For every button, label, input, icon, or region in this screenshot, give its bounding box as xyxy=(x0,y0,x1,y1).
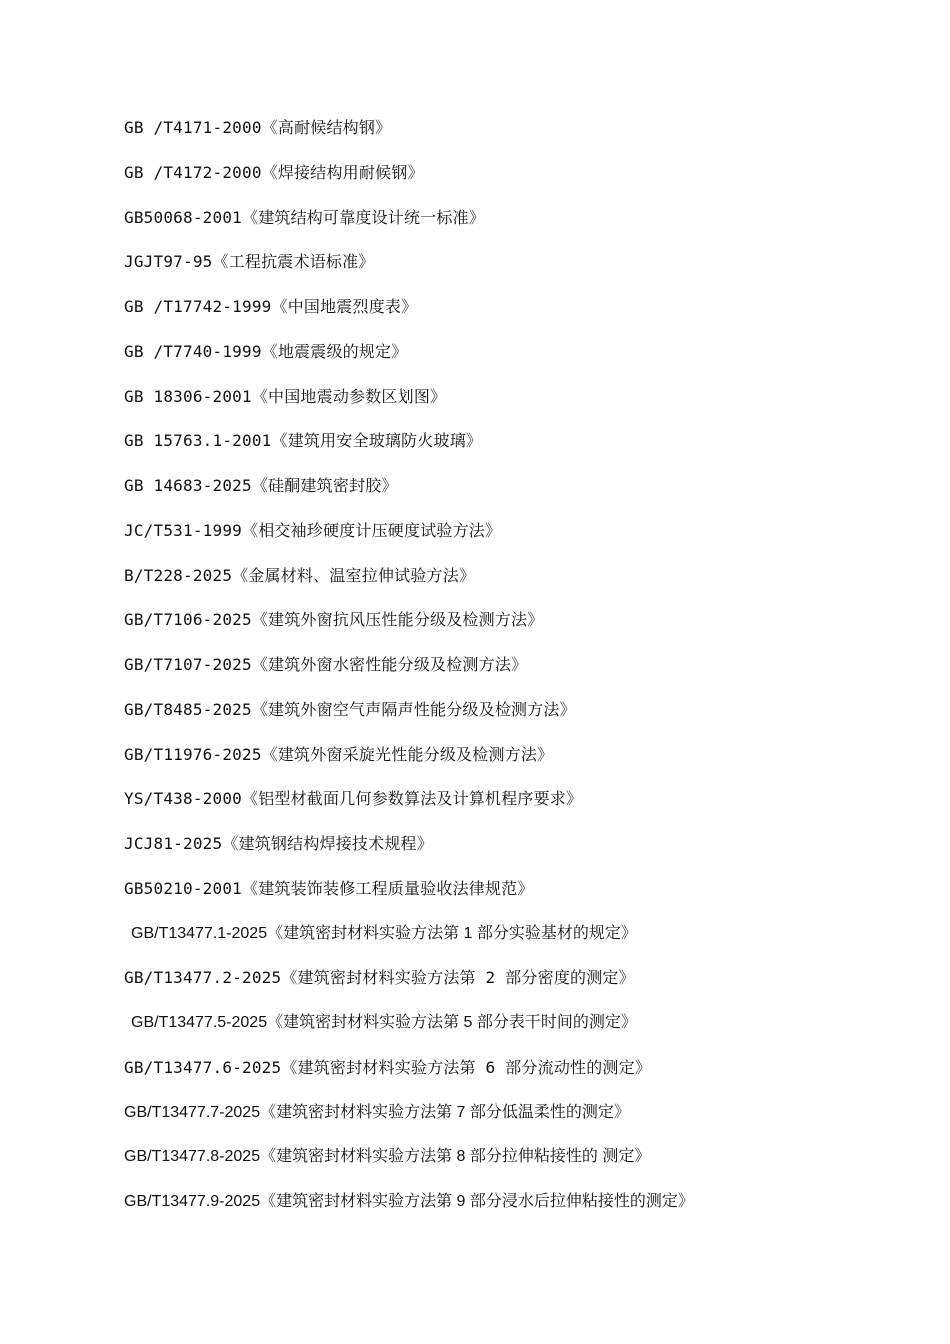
standards-list xyxy=(124,116,694,1235)
standard-item: GB/T13477.2-2025《建筑密封材料实验方法第 2 部分密度的测定》 xyxy=(124,968,635,988)
standard-item: YS/T438-2000《铝型材截面几何参数算法及计算机程序要求》 xyxy=(124,789,583,809)
standard-item: GB /T4172-2000《焊接结构用耐候钢》 xyxy=(124,162,424,182)
standard-item: GB/T13477.1-2025《建筑密封材料实验方法第 1 部分实验基材的规定》 xyxy=(131,924,637,942)
standard-item: GB/T13477.8-2025《建筑密封材料实验方法第 8 部分拉伸粘接性的 测定》 xyxy=(124,1148,651,1166)
standard-item: GB /T4171-2000《高耐候结构钢》 xyxy=(124,118,392,137)
standard-item: GB 14683-2025《硅酮建筑密封胶》 xyxy=(124,476,398,495)
standard-item: GB/T8485-2025《建筑外窗空气声隔声性能分级及检测方法》 xyxy=(124,699,576,719)
standard-item: JCJ81-2025《建筑钢结构焊接技术规程》 xyxy=(124,834,433,853)
standard-item: GB/T13477.6-2025《建筑密封材料实验方法第 6 部分流动性的测定》 xyxy=(124,1057,652,1077)
standard-item: GB/T7106-2025《建筑外窗抗风压性能分级及检测方法》 xyxy=(124,610,544,630)
standard-item: GB/T11976-2025《建筑外窗采旋光性能分级及检测方法》 xyxy=(124,744,554,764)
standard-item: GB /T7740-1999《地震震级的规定》 xyxy=(124,341,408,361)
standard-item: GB/T13477.9-2025《建筑密封材料实验方法第 9 部分浸水后拉伸粘接性的测定》 xyxy=(124,1193,694,1210)
standard-item: GB/T13477.7-2025《建筑密封材料实验方法第 7 部分低温柔性的测定》 xyxy=(124,1103,630,1121)
standard-item: GB/T13477.5-2025《建筑密封材料实验方法第 5 部分表干时间的测定》 xyxy=(131,1014,637,1031)
standard-item: B/T228-2025《金属材料、温室拉伸试验方法》 xyxy=(124,565,476,585)
standard-item: GB 15763.1-2001《建筑用安全玻璃防火玻璃》 xyxy=(124,431,483,451)
standard-item: GB50068-2001《建筑结构可靠度设计统一标准》 xyxy=(124,207,485,227)
standard-item: GB/T7107-2025《建筑外窗水密性能分级及检测方法》 xyxy=(124,655,528,674)
standard-item: JGJT97-95《工程抗震术语标准》 xyxy=(124,252,375,272)
standard-item: GB 18306-2001《中国地震动参数区划图》 xyxy=(124,386,447,406)
standard-item: JC/T531-1999《相交袖珍硬度计压硬度试验方法》 xyxy=(124,520,502,540)
standard-item: GB50210-2001《建筑装饰装修工程质量验收法律规范》 xyxy=(124,878,534,898)
standard-item: GB /T17742-1999《中国地震烈度表》 xyxy=(124,297,418,316)
